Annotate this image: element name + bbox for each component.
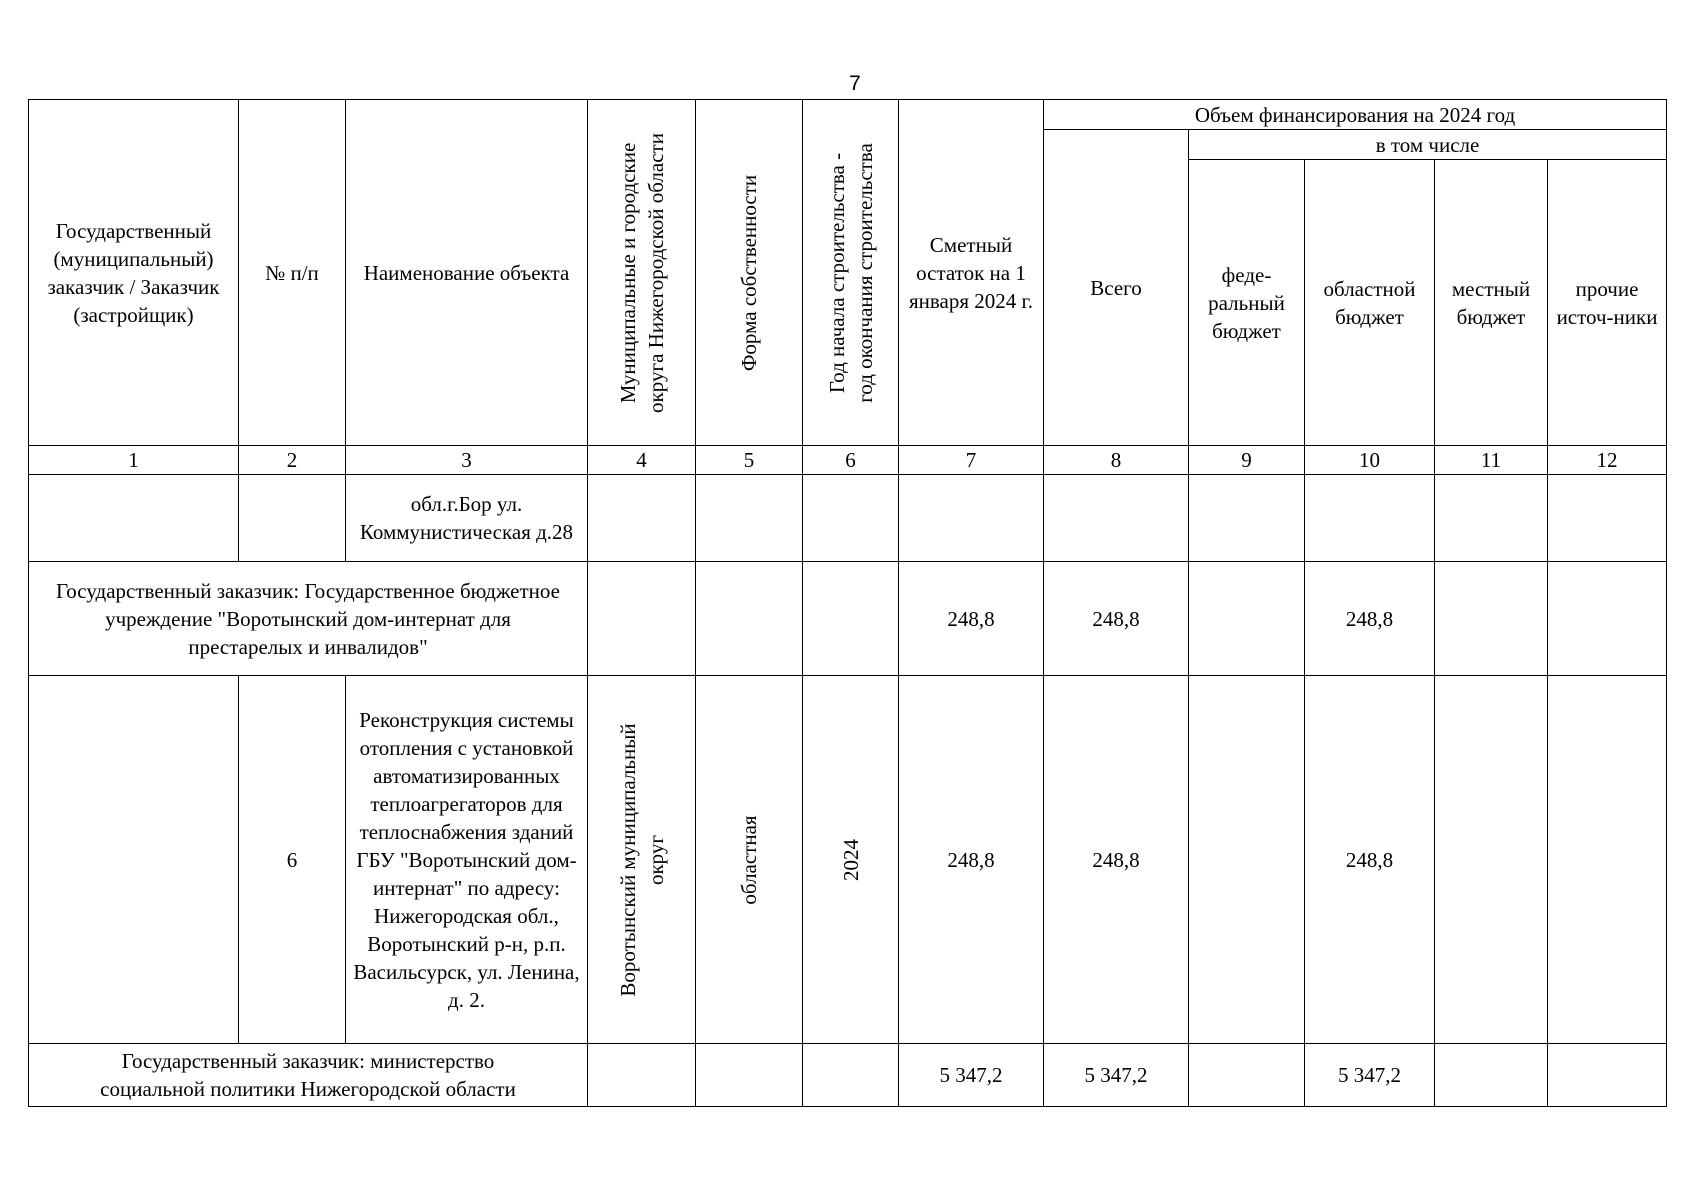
header-object-name: Наименование объекта (346, 100, 588, 446)
item-number: 6 (239, 676, 346, 1044)
header-number: № п/п (239, 100, 346, 446)
table-row-continuation (29, 475, 1667, 562)
header-municipality-line2: округа Нижегородской области (643, 132, 668, 413)
header-regional-budget: областной бюджет (1305, 160, 1435, 446)
header-funding-group: Объем финансирования на 2024 год (1044, 100, 1667, 130)
column-number: 8 (1044, 446, 1189, 475)
header-municipality (588, 100, 696, 446)
estimate-value: 248,8 (899, 676, 1044, 1044)
column-number: 6 (803, 446, 899, 475)
municipality-cell (588, 676, 696, 1044)
total-value: 248,8 (1044, 562, 1189, 676)
header-total: Всего (1044, 130, 1189, 446)
estimate-value: 5 347,2 (899, 1044, 1044, 1107)
column-number: 12 (1548, 446, 1667, 475)
regional-budget-value: 248,8 (1305, 676, 1435, 1044)
header-federal-budget: феде-ральный бюджет (1189, 160, 1305, 446)
header-other-sources: прочие источ-ники (1548, 160, 1667, 446)
years-cell (803, 676, 899, 1044)
regional-budget-value: 5 347,2 (1305, 1044, 1435, 1107)
table-row-customer-ministry (29, 1044, 1667, 1107)
object-name: Реконструкция системы отопления с установкой автоматизированных теплоагрегаторов для теплоснабжения зданий ГБУ "Воротынский дом-интернат" по адресу: Нижегородская обл., Воротынский р-н, р.п. Васильсурск, ул. Ленина, д. 2. (346, 676, 588, 1044)
column-number-row (29, 446, 1667, 475)
total-value: 248,8 (1044, 676, 1189, 1044)
header-construction-years (803, 100, 899, 446)
column-number: 5 (696, 446, 803, 475)
header-local-budget: местный бюджет (1435, 160, 1548, 446)
municipality-line1: Воротынский муниципальный (615, 722, 640, 997)
header-years-line1: Год начала строительства - (824, 152, 849, 393)
table-row-item-6 (29, 676, 1667, 1044)
header-customer: Государственный (муниципальный) заказчик / Заказчик (застройщик) (29, 100, 239, 446)
financing-table (28, 99, 1667, 1107)
column-number: 4 (588, 446, 696, 475)
header-estimate: Сметный остаток на 1 января 2024 г. (899, 100, 1044, 446)
header-municipality-line1: Муниципальные и городские (615, 142, 640, 403)
column-number: 10 (1305, 446, 1435, 475)
column-number: 1 (29, 446, 239, 475)
header-years-line2: год окончания строительства (852, 142, 877, 403)
header-ownership-text: Форма собственности (737, 174, 761, 371)
municipality-line2: округ (643, 834, 668, 885)
column-number: 2 (239, 446, 346, 475)
estimate-value: 248,8 (899, 562, 1044, 676)
ownership-value: областная (737, 814, 761, 905)
page-number: 7 (849, 72, 861, 95)
years-value: 2024 (838, 838, 863, 881)
column-number: 9 (1189, 446, 1305, 475)
customer-label: Государственный заказчик: министерство социальной политики Нижегородской области (29, 1044, 588, 1107)
header-ownership (696, 100, 803, 446)
column-number: 7 (899, 446, 1044, 475)
regional-budget-value: 248,8 (1305, 562, 1435, 676)
header-including: в том числе (1189, 130, 1667, 160)
total-value: 5 347,2 (1044, 1044, 1189, 1107)
object-name-continuation: обл.г.Бор ул. Коммунистическая д.28 (346, 475, 588, 562)
column-number: 3 (346, 446, 588, 475)
column-number: 11 (1435, 446, 1548, 475)
ownership-cell (696, 676, 803, 1044)
table-row-customer-voroty (29, 562, 1667, 676)
customer-label: Государственный заказчик: Государственное бюджетное учреждение "Воротынский дом-интернат для престарелых и инвалидов" (29, 562, 588, 676)
